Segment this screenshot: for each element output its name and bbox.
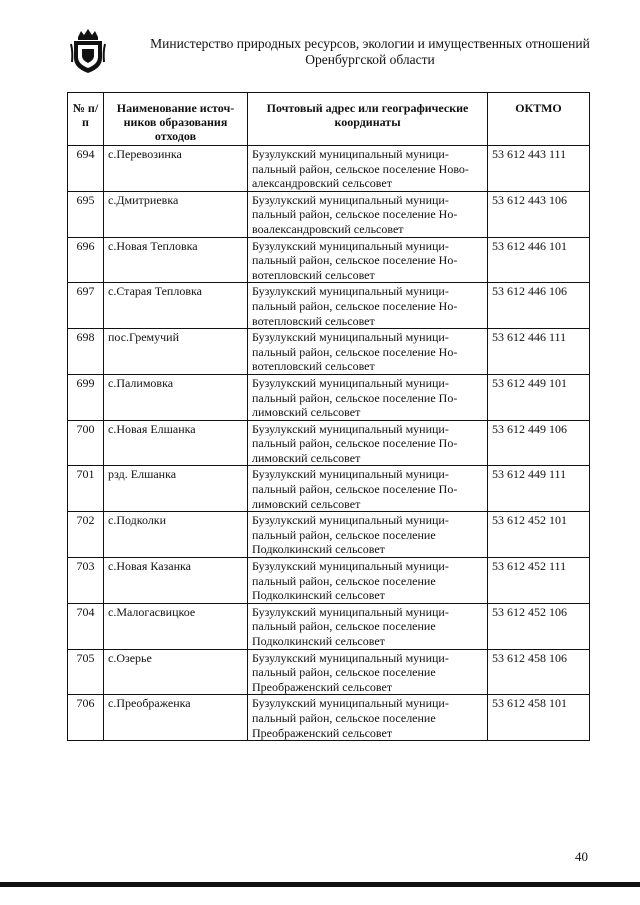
cell-address: Бузулукский муниципальный муници-пальный район, сельское поселение Но-вотепловский сельсовет: [248, 237, 488, 283]
document-header: [120, 36, 620, 68]
cell-oktmo: 53 612 458 101: [488, 695, 590, 741]
cell-oktmo: 53 612 443 111: [488, 146, 590, 192]
column-header-source-name: Наименование источ-ников образования отходов: [104, 93, 248, 146]
column-header-number: № п/п: [68, 93, 104, 146]
table-row: [68, 558, 590, 604]
cell-oktmo: 53 612 446 106: [488, 283, 590, 329]
cell-address: Бузулукский муниципальный муници-пальный район, сельское поселение Преображенский сельсовет: [248, 649, 488, 695]
cell-source-name: с.Озерье: [104, 649, 248, 695]
cell-address: Бузулукский муниципальный муници-пальный район, сельское поселение Подколкинский сельсовет: [248, 558, 488, 604]
table-row: [68, 329, 590, 375]
cell-source-name: с.Малогасвицкое: [104, 603, 248, 649]
cell-number: 701: [68, 466, 104, 512]
cell-address: Бузулукский муниципальный муници-пальный район, сельское поселение Но-воалександровский сельсовет: [248, 191, 488, 237]
cell-oktmo: 53 612 452 101: [488, 512, 590, 558]
column-header-address: Почтовый адрес или географические координаты: [248, 93, 488, 146]
cell-number: 699: [68, 374, 104, 420]
cell-oktmo: 53 612 449 111: [488, 466, 590, 512]
cell-source-name: с.Новая Елшанка: [104, 420, 248, 466]
cell-source-name: с.Дмитриевка: [104, 191, 248, 237]
footer-divider: [0, 882, 640, 887]
table-row: [68, 466, 590, 512]
cell-number: 704: [68, 603, 104, 649]
table-row: [68, 695, 590, 741]
cell-address: Бузулукский муниципальный муници-пальный район, сельское поселение Подколкинский сельсовет: [248, 512, 488, 558]
cell-source-name: с.Перевозинка: [104, 146, 248, 192]
cell-number: 702: [68, 512, 104, 558]
cell-source-name: рзд. Елшанка: [104, 466, 248, 512]
cell-oktmo: 53 612 458 106: [488, 649, 590, 695]
table-row: [68, 283, 590, 329]
ministry-name: Министерство природных ресурсов, экологии и имущественных отношений: [150, 36, 590, 51]
cell-source-name: с.Новая Тепловка: [104, 237, 248, 283]
cell-address: Бузулукский муниципальный муници-пальный район, сельское поселение По-лимовский сельсовет: [248, 374, 488, 420]
cell-source-name: с.Палимовка: [104, 374, 248, 420]
cell-number: 696: [68, 237, 104, 283]
table-row: [68, 603, 590, 649]
table-row: [68, 191, 590, 237]
cell-address: Бузулукский муниципальный муници-пальный район, сельское поселение По-лимовский сельсовет: [248, 420, 488, 466]
region-name: Оренбургской области: [305, 52, 435, 67]
cell-oktmo: 53 612 449 106: [488, 420, 590, 466]
cell-number: 698: [68, 329, 104, 375]
cell-oktmo: 53 612 443 106: [488, 191, 590, 237]
cell-number: 695: [68, 191, 104, 237]
table-header-row: [68, 93, 590, 146]
cell-oktmo: 53 612 449 101: [488, 374, 590, 420]
cell-oktmo: 53 612 452 111: [488, 558, 590, 604]
cell-number: 706: [68, 695, 104, 741]
cell-number: 705: [68, 649, 104, 695]
cell-address: Бузулукский муниципальный муници-пальный район, сельское поселение Преображенский сельсовет: [248, 695, 488, 741]
page-number: 40: [575, 849, 588, 864]
coat-of-arms-icon: [70, 28, 106, 74]
table-row: [68, 146, 590, 192]
cell-oktmo: 53 612 452 106: [488, 603, 590, 649]
column-header-oktmo: ОКТМО: [488, 93, 590, 146]
cell-source-name: с.Подколки: [104, 512, 248, 558]
cell-address: Бузулукский муниципальный муници-пальный район, сельское поселение По-лимовский сельсовет: [248, 466, 488, 512]
cell-source-name: пос.Гремучий: [104, 329, 248, 375]
cell-source-name: с.Новая Казанка: [104, 558, 248, 604]
waste-sources-table: [67, 92, 590, 741]
cell-address: Бузулукский муниципальный муници-пальный район, сельское поселение Но-вотепловский сельсовет: [248, 283, 488, 329]
table-row: [68, 237, 590, 283]
cell-number: 697: [68, 283, 104, 329]
cell-source-name: с.Преображенка: [104, 695, 248, 741]
cell-address: Бузулукский муниципальный муници-пальный район, сельское поселение Подколкинский сельсовет: [248, 603, 488, 649]
cell-number: 700: [68, 420, 104, 466]
cell-source-name: с.Старая Тепловка: [104, 283, 248, 329]
cell-oktmo: 53 612 446 101: [488, 237, 590, 283]
cell-number: 694: [68, 146, 104, 192]
cell-number: 703: [68, 558, 104, 604]
table-row: [68, 420, 590, 466]
cell-oktmo: 53 612 446 111: [488, 329, 590, 375]
table-row: [68, 512, 590, 558]
cell-address: Бузулукский муниципальный муници-пальный район, сельское поселение Но-вотепловский сельсовет: [248, 329, 488, 375]
table-row: [68, 649, 590, 695]
cell-address: Бузулукский муниципальный муници-пальный район, сельское поселение Ново-александровский сельсовет: [248, 146, 488, 192]
table-row: [68, 374, 590, 420]
